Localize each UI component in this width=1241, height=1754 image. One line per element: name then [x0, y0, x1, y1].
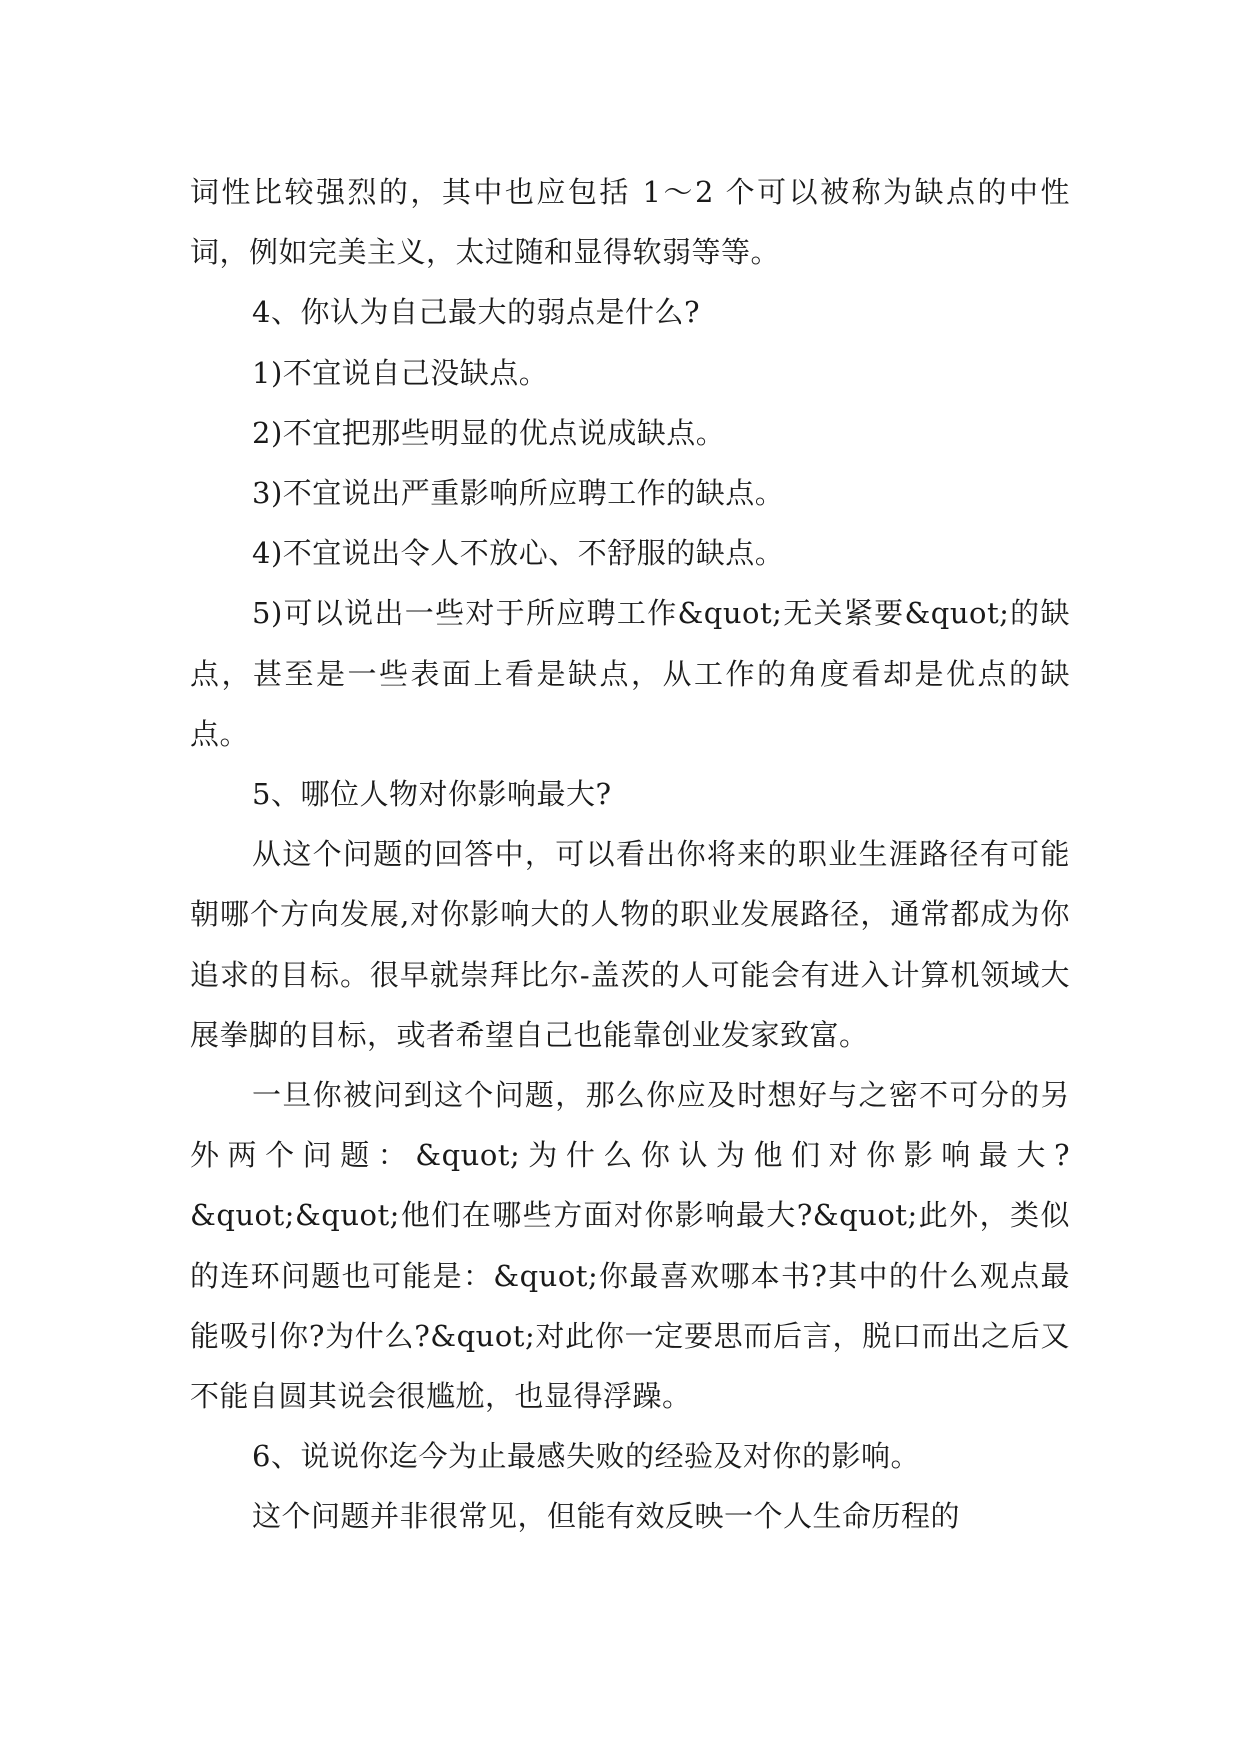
question-4-heading: 4、你认为自己最大的弱点是什么? [252, 295, 700, 330]
question-6-heading: 6、说说你迄今为止最感失败的经验及对你的影响。 [252, 1439, 920, 1474]
paragraph-answer-6: 这个问题并非很常见，但能有效反映一个人生命历程的 [252, 1499, 961, 1534]
paragraph-continuation: 词性比较强烈的，其中也应包括 1～2 个可以被称为缺点的中性词，例如完美主义，太过随和显得软弱等等。 [190, 175, 1070, 270]
list-item-5: 5)可以说出一些对于所应聘工作&quot;无关紧要&quot;的缺点，甚至是一些表面上看是缺点，从工作的角度看却是优点的缺点。 [190, 596, 1070, 751]
list-item-3: 3)不宜说出严重影响所应聘工作的缺点。 [252, 476, 785, 511]
paragraph-follow-up: 一旦你被问到这个问题，那么你应及时想好与之密不可分的另外两个问题：&quot;为什么你认为他们对你影响最大?&quot;&quot;他们在哪些方面对你影响最大?&quot;此外，类似的连环问题也可能是：&quot;你最喜欢哪本书?其中的什么观点最能吸引你?为什么?&quot;对此你一定要思而后言，脱口而出之后又不能自圆其说会很尴尬，也显得浮躁。 [190, 1078, 1070, 1414]
list-item-4: 4)不宜说出令人不放心、不舒服的缺点。 [252, 536, 785, 571]
list-item-2: 2)不宜把那些明显的优点说成缺点。 [252, 415, 726, 450]
list-item-1: 1)不宜说自己没缺点。 [252, 355, 549, 390]
body-text [190, 162, 1070, 1547]
question-5-heading: 5、哪位人物对你影响最大? [252, 777, 612, 812]
paragraph-answer-5: 从这个问题的回答中，可以看出你将来的职业生涯路径有可能朝哪个方向发展,对你影响大的人物的职业发展路径，通常都成为你追求的目标。很早就崇拜比尔-盖茨的人可能会有进入计算机领域大展拳脚的目标，或者希望自己也能靠创业发家致富。 [190, 837, 1070, 1052]
